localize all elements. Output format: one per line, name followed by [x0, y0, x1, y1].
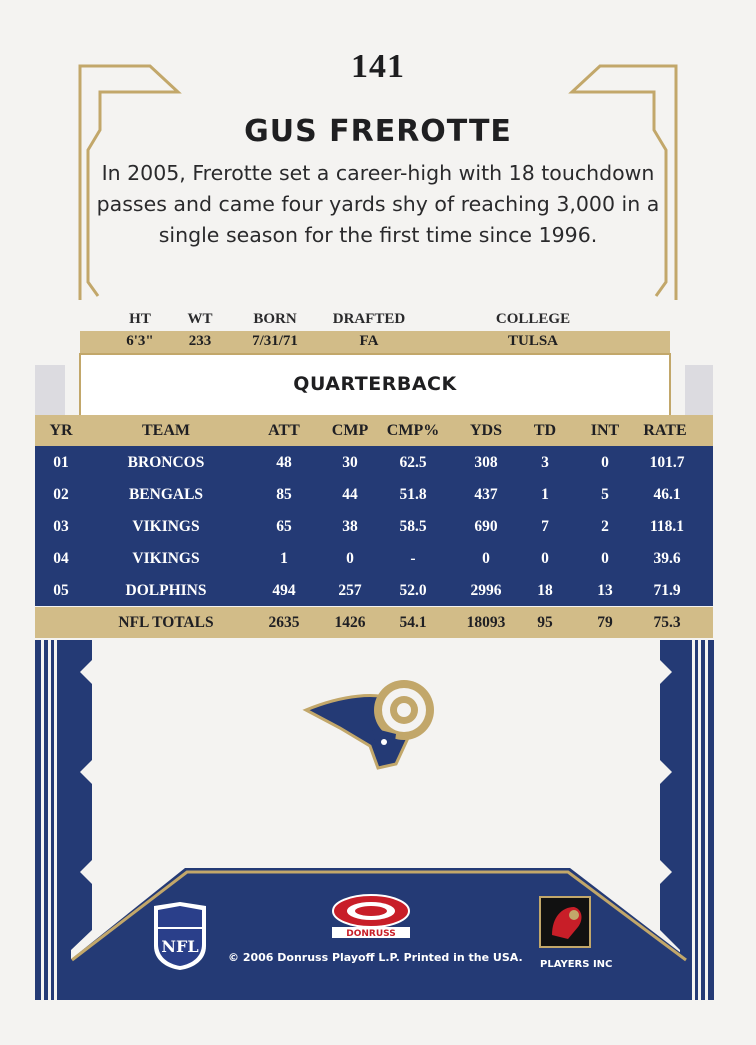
vitals-header — [80, 309, 670, 329]
stats-header-row — [35, 415, 713, 446]
stats-cell-team: VIKINGS — [132, 550, 200, 567]
stats-header-cmp: CMP — [331, 422, 369, 439]
stats-cell-td: 0 — [541, 550, 549, 567]
stats-cell-cmp: 38 — [342, 518, 358, 535]
rams-logo-icon — [300, 668, 440, 773]
stats-row — [35, 511, 713, 542]
stats-cell-yds: 308 — [474, 454, 498, 471]
vitals-values — [80, 331, 670, 353]
stats-cell-att: 1 — [280, 550, 288, 567]
stats-cell-cmp-pct: - — [410, 550, 416, 567]
stats-cell-rate: 39.6 — [653, 550, 681, 567]
stats-header-int: INT — [590, 422, 620, 439]
stats-totals-yds: 18093 — [466, 614, 506, 631]
vitals-header-wt: WT — [187, 311, 213, 327]
stats-cell-rate: 101.7 — [649, 454, 685, 471]
players-inc-logo-icon — [538, 895, 613, 973]
vitals-college: TULSA — [507, 333, 559, 349]
stats-cell-cmp: 44 — [342, 486, 358, 503]
stats-cell-yr: 04 — [53, 550, 69, 567]
stats-cell-int: 0 — [601, 454, 609, 471]
stats-cell-rate: 118.1 — [649, 518, 685, 535]
vitals-header-ht: HT — [129, 311, 151, 327]
stats-cell-cmp: 257 — [338, 582, 362, 599]
stats-cell-rate: 46.1 — [653, 486, 681, 503]
stats-cell-int: 0 — [601, 550, 609, 567]
stats-row — [35, 479, 713, 510]
stats-header-td: TD — [533, 422, 557, 439]
stats-cell-cmp-pct: 58.5 — [399, 518, 427, 535]
nfl-shield-icon — [150, 900, 210, 972]
card-number: 141 — [351, 48, 405, 85]
stats-cell-int: 5 — [601, 486, 609, 503]
stats-cell-td: 1 — [541, 486, 549, 503]
position-label: QUARTERBACK — [293, 373, 457, 395]
vitals-born: 7/31/71 — [252, 333, 298, 349]
stats-cell-yds: 437 — [474, 486, 498, 503]
stats-cell-yr: 01 — [53, 454, 69, 471]
vitals-header-college: COLLEGE — [495, 311, 571, 327]
donruss-logo-text: DONRUSS — [346, 929, 396, 939]
stats-cell-team: BRONCOS — [127, 454, 205, 471]
stats-cell-cmp: 0 — [346, 550, 354, 567]
stats-cell-yds: 0 — [482, 550, 490, 567]
stats-totals-int: 79 — [597, 614, 613, 631]
stats-cell-yds: 690 — [474, 518, 498, 535]
stats-cell-cmp-pct: 52.0 — [399, 582, 427, 599]
stats-cell-att: 494 — [272, 582, 296, 599]
right-jag — [660, 640, 680, 950]
stats-header-team: TEAM — [142, 422, 190, 439]
stats-table — [35, 415, 713, 638]
stats-cell-td: 7 — [541, 518, 549, 535]
vitals-weight: 233 — [188, 333, 212, 349]
stats-cell-int: 13 — [597, 582, 613, 599]
stats-header-yr: YR — [49, 422, 73, 439]
stats-header-rate: RATE — [643, 422, 687, 439]
stats-cell-team: VIKINGS — [132, 518, 200, 535]
stats-body — [35, 446, 713, 606]
stats-cell-td: 18 — [537, 582, 553, 599]
stats-totals-cmp: 1426 — [334, 614, 366, 631]
player-name: GUS FREROTTE — [244, 114, 512, 149]
stats-header-yds: YDS — [469, 422, 502, 439]
stats-cell-td: 3 — [541, 454, 549, 471]
stats-cell-team: BENGALS — [128, 486, 204, 503]
stats-header-att: ATT — [268, 422, 300, 439]
stats-totals-att: 2635 — [268, 614, 300, 631]
players-logo-text: PLAYERS INC — [540, 959, 613, 970]
nfl-logo-text: NFL — [161, 937, 199, 956]
stats-cell-yds: 2996 — [470, 582, 502, 599]
donruss-logo-icon — [328, 891, 414, 941]
copyright-text: © 2006 Donruss Playoff L.P. Printed in the USA. — [228, 951, 523, 964]
vitals-height: 6'3" — [126, 333, 154, 349]
stats-totals-label: NFL TOTALS — [118, 614, 214, 631]
stats-cell-yr: 03 — [53, 518, 69, 535]
player-bio: In 2005, Frerotte set a career-high with 18 touchdown passes and came four yards shy of reaching 3,000 in a single season for the first time since 1996. — [96, 161, 660, 247]
stats-cell-int: 2 — [601, 518, 609, 535]
vitals-header-drafted: DRAFTED — [332, 311, 406, 327]
stats-cell-yr: 02 — [53, 486, 69, 503]
stats-cell-cmp-pct: 62.5 — [399, 454, 427, 471]
stats-totals-cmp-pct: 54.1 — [399, 614, 427, 631]
stats-cell-team: DOLPHINS — [125, 582, 207, 599]
stats-cell-rate: 71.9 — [653, 582, 681, 599]
stats-row — [35, 543, 713, 574]
stats-cell-att: 48 — [276, 454, 292, 471]
stats-totals-td: 95 — [537, 614, 553, 631]
stats-totals-rate: 75.3 — [653, 614, 681, 631]
stats-cell-att: 65 — [276, 518, 292, 535]
stats-cell-yr: 05 — [53, 582, 69, 599]
stats-row — [35, 575, 713, 606]
stats-cell-cmp-pct: 51.8 — [399, 486, 427, 503]
vitals-drafted: FA — [359, 333, 379, 349]
stats-header-cmp-pct: CMP% — [386, 422, 440, 439]
stats-cell-att: 85 — [276, 486, 292, 503]
stats-totals-row — [35, 607, 713, 638]
stats-cell-cmp: 30 — [342, 454, 358, 471]
left-jag — [71, 640, 92, 950]
stats-row — [35, 447, 713, 478]
vitals-header-born: BORN — [253, 311, 297, 327]
